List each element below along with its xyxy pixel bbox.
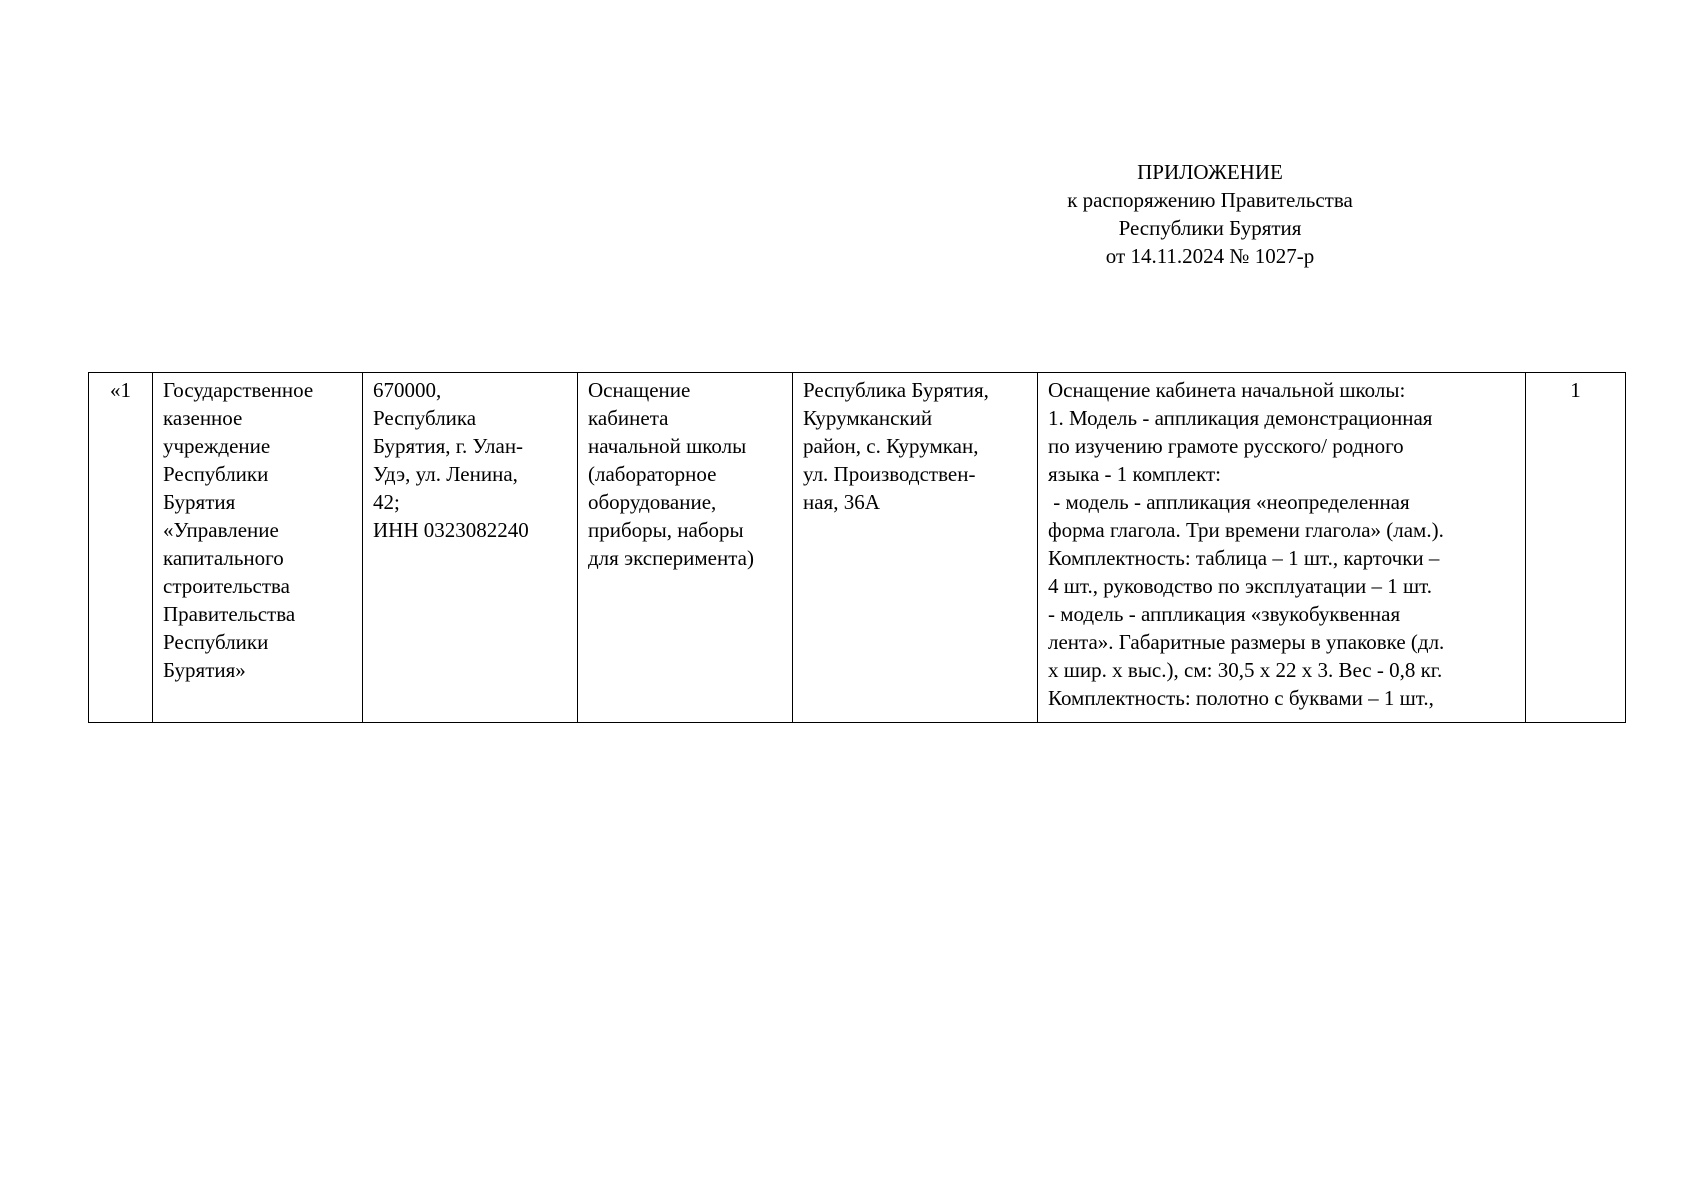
purpose-line: оборудование, [588, 490, 717, 514]
organization-line: Бурятия [163, 490, 236, 514]
description-line: - модель - аппликация «звукобуквенная [1048, 602, 1401, 626]
organization-line: «Управление [163, 518, 279, 542]
description-line: 4 шт., руководство по эксплуатации – 1 шт. [1048, 574, 1432, 598]
description-line: Комплектность: таблица – 1 шт., карточки – [1048, 546, 1440, 570]
location-line: Курумканский [803, 406, 933, 430]
description-line: х шир. х выс.), см: 30,5 х 22 х 3. Вес - 0,8 кг. [1048, 658, 1443, 682]
location-line: ная, 36А [803, 490, 880, 514]
appendix-title: ПРИЛОЖЕНИЕ [1137, 160, 1283, 184]
organization-line: Республики [163, 462, 269, 486]
description-line: 1. Модель - аппликация демонстрационная [1048, 406, 1433, 430]
purpose-cell [578, 373, 793, 723]
purpose-line: начальной школы [588, 434, 747, 458]
description-line: языка - 1 комплект: [1048, 462, 1222, 486]
description-line: форма глагола. Три времени глагола» (лам.). [1048, 518, 1444, 542]
organization-line: Правительства [163, 602, 296, 626]
address-line: 670000, [373, 378, 442, 402]
purpose-line: кабинета [588, 406, 669, 430]
address-cell [363, 373, 578, 723]
quantity-cell [1526, 373, 1626, 723]
address-line: 42; [373, 490, 400, 514]
table-row [89, 373, 1626, 723]
appendix-header [1000, 158, 1420, 270]
row-number-cell [89, 373, 153, 723]
organization-line: строительства [163, 574, 291, 598]
description-line: по изучению грамоте русского/ родного [1048, 434, 1404, 458]
purpose-line: (лабораторное [588, 462, 717, 486]
organization-line: Республики [163, 630, 269, 654]
location-line: Республика Бурятия, [803, 378, 989, 402]
organization-line: учреждение [163, 434, 271, 458]
purpose-line: для эксперимента) [588, 546, 754, 570]
organization-line: Государственное [163, 378, 314, 402]
organization-line: капитального [163, 546, 284, 570]
quantity-value: 1 [1570, 378, 1581, 402]
description-cell [1038, 373, 1526, 723]
location-line: район, с. Курумкан, [803, 434, 979, 458]
appendix-line-1: к распоряжению Правительства [1067, 188, 1353, 212]
inn-line: ИНН 0323082240 [373, 518, 529, 542]
purpose-line: приборы, наборы [588, 518, 744, 542]
address-line: Бурятия, г. Улан- [373, 434, 524, 458]
organization-line: Бурятия» [163, 658, 246, 682]
location-line: ул. Производствен- [803, 462, 976, 486]
description-line: Оснащение кабинета начальной школы: [1048, 378, 1406, 402]
organization-cell [153, 373, 363, 723]
row-number: «1 [110, 378, 131, 402]
purpose-line: Оснащение [588, 378, 691, 402]
address-line: Республика [373, 406, 477, 430]
description-line: Комплектность: полотно с буквами – 1 шт., [1048, 686, 1434, 710]
description-line: лента». Габаритные размеры в упаковке (дл. [1048, 630, 1445, 654]
appendix-table [88, 372, 1626, 723]
location-cell [793, 373, 1038, 723]
address-line: Удэ, ул. Ленина, [373, 462, 518, 486]
appendix-line-3: от 14.11.2024 № 1027-р [1105, 244, 1315, 268]
appendix-line-2: Республики Бурятия [1118, 216, 1302, 240]
description-line: - модель - аппликация «неопределенная [1048, 490, 1410, 514]
organization-line: казенное [163, 406, 243, 430]
